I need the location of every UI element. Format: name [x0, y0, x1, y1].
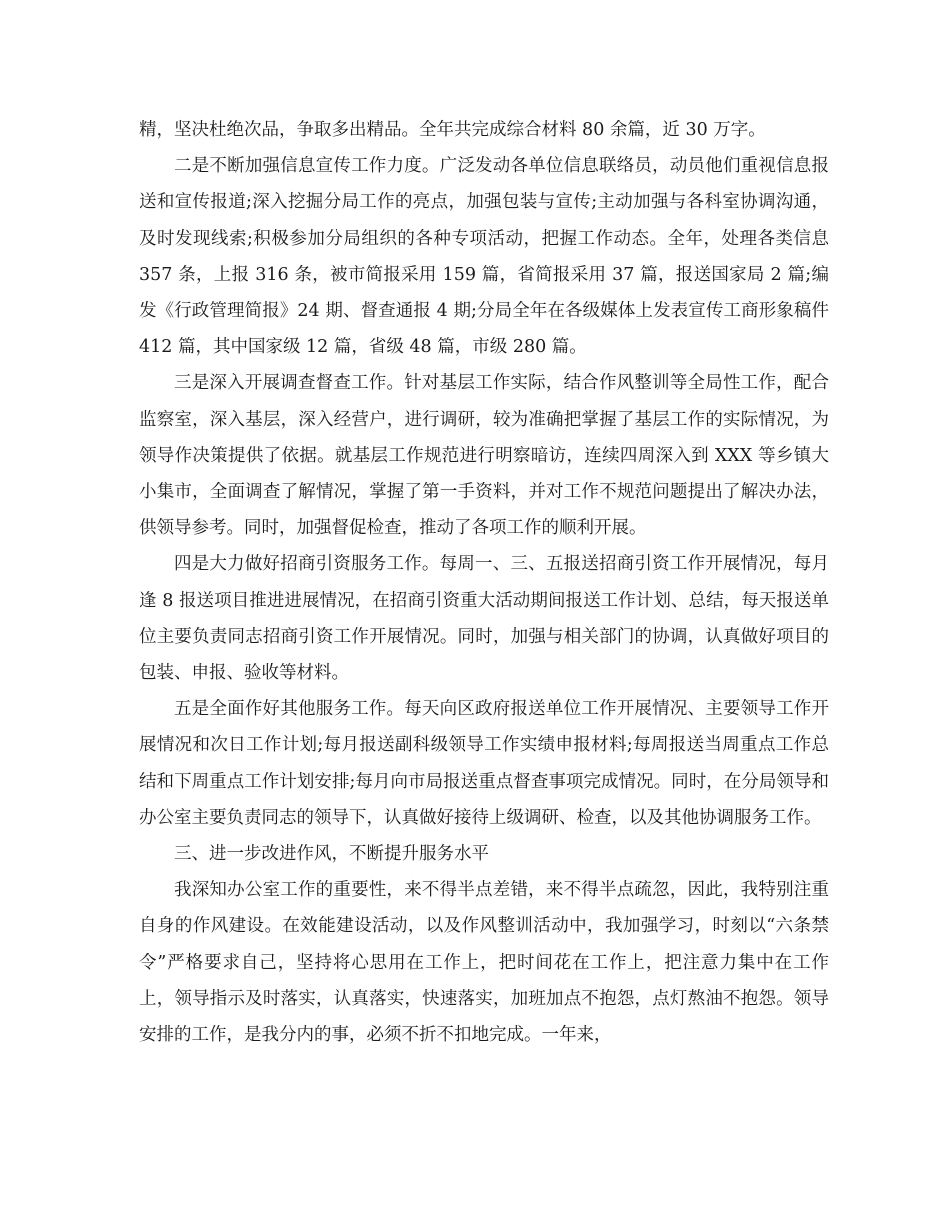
paragraph-investigation: 三是深入开展调查督查工作。针对基层工作实际，结合作风整训等全局性工作，配合监察室，深入基层，深入经营户，进行调研，较为准确把掌握了基层工作的实际情况，为领导作决策提供了依据。就基层工作规范进行明察暗访，连续四周深入到 XXX 等乡镇大小集市，全面调查了解情况，掌握了第一手资料，并对工作不规范问题提出了解决办法，供领导参考。同时，加强督促检查，推动了各项工作的顺利开展。: [139, 373, 829, 539]
paragraph-other-service: 五是全面作好其他服务工作。每天向区政府报送单位工作开展情况、主要领导工作开展情况和次日工作计划;每月报送副科级领导工作实绩申报材料;每周报送当周重点工作总结和下周重点工作计划安排;每月向市局报送重点督查事项完成情况。同时，在分局领导和办公室主要负责同志的领导下，认真做好接待上级调研、检查，以及其他协调服务工作。: [139, 699, 829, 828]
paragraph-work-style: 我深知办公室工作的重要性，来不得半点差错，来不得半点疏忽，因此，我特别注重自身的作风建设。在效能建设活动，以及作风整训活动中，我加强学习，时刻以“六条禁令”严格要求自己，坚持将心思用在工作上，把时间花在工作上，把注意力集中在工作上，领导指示及时落实，认真落实，快速落实，加班加点不抱怨，点灯熬油不抱怨。领导安排的工作，是我分内的事，必须不折不扣地完成。一年来，: [139, 880, 829, 1046]
paragraph-info-publicity: 二是不断加强信息宣传工作力度。广泛发动各单位信息联络员，动员他们重视信息报送和宣传报道;深入挖掘分局工作的亮点，加强包装与宣传;主动加强与各科室协调沟通，及时发现线索;积极参加分局组织的各种专项活动，把握工作动态。全年，处理各类信息 357 条，上报 316 条，被市简报采用 159 篇，省简报采用 37 篇，报送国家局 2 篇;编发《行政管理简报》24 期、督查通报 4 期;分局全年在各级媒体上发表宣传工商形象稿件 412 篇，其中国家级 12 篇，省级 48 篇，市级 280 篇。: [139, 156, 829, 358]
section-heading: 三、进一步改进作风，不断提升服务水平: [174, 844, 489, 865]
paragraph-investment-service: 四是大力做好招商引资服务工作。每周一、三、五报送招商引资工作开展情况，每月逢 8 报送项目推进进展情况，在招商引资重大活动期间报送工作计划、总结，每天报送单位主要负责同志招商引资工作开展情况。同时，加强与相关部门的协调，认真做好项目的包装、申报、验收等材料。: [139, 554, 829, 684]
paragraph-continuation: 精，坚决杜绝次品，争取多出精品。全年共完成综合材料 80 余篇，近 30 万字。: [139, 120, 766, 140]
document-body: [139, 112, 829, 1053]
